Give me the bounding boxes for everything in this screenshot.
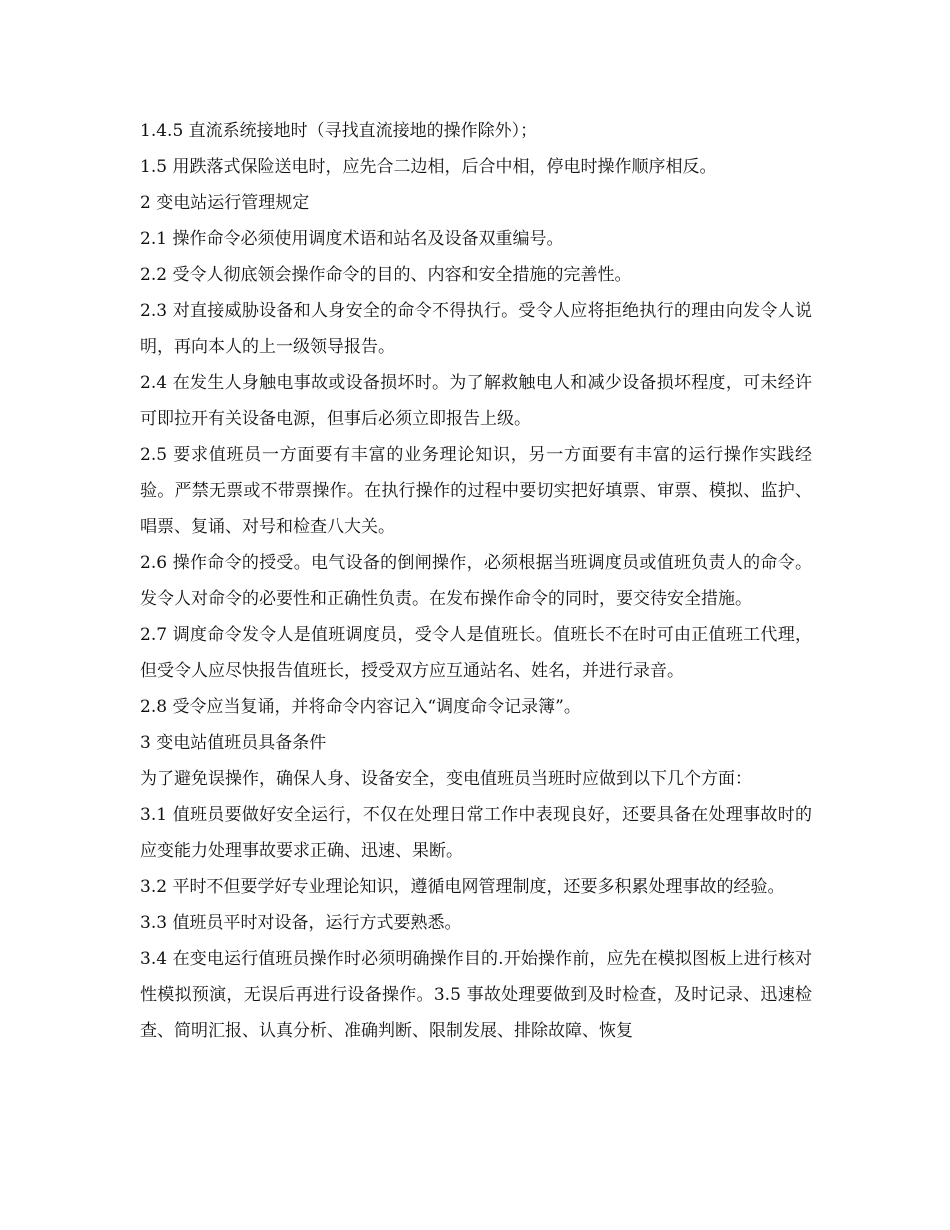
paragraph-1-4-5: 1.4.5 直流系统接地时（寻找直流接地的操作除外）；: [140, 121, 538, 141]
section-heading-2: 2 变电站运行管理规定: [140, 193, 310, 213]
paragraph-2-7: 2.7 调度命令发令人是值班调度员，受令人是值班长。值班长不在时可由正值班工代理，但受令人应尽快报告值班长，授受双方应互通站名、姓名，并进行录音。: [140, 625, 812, 681]
paragraph-3-1: 3.1 值班员要做好安全运行，不仅在处理日常工作中表现良好，还要具备在处理事故时的应变能力处理事故要求正确、迅速、果断。: [140, 805, 812, 861]
paragraph-2-8: 2.8 受令应当复诵，并将命令内容记入“调度命令记录簿”。: [140, 697, 581, 717]
paragraph-3-3: 3.3 值班员平时对设备，运行方式要熟悉。: [140, 913, 462, 933]
section-heading-3: 3 变电站值班员具备条件: [140, 733, 327, 753]
paragraph-2-3: 2.3 对直接威胁设备和人身安全的命令不得执行。受令人应将拒绝执行的理由向发令人说明，再向本人的上一级领导报告。: [140, 301, 812, 357]
paragraph-2-1: 2.1 操作命令必须使用调度术语和站名及设备双重编号。: [140, 229, 564, 249]
paragraph-2-5: 2.5 要求值班员一方面要有丰富的业务理论知识，另一方面要有丰富的运行操作实践经验。严禁无票或不带票操作。在执行操作的过程中要切实把好填票、审票、模拟、监护、唱票、复诵、对号和检查八大关。: [140, 445, 812, 537]
paragraph-1-5: 1.5 用跌落式保险送电时，应先合二边相，后合中相，停电时操作顺序相反。: [140, 157, 717, 177]
paragraph-3-intro: 为了避免误操作，确保人身、设备安全，变电值班员当班时应做到以下几个方面：: [140, 769, 752, 789]
paragraph-2-2: 2.2 受令人彻底领会操作命令的目的、内容和安全措施的完善性。: [140, 265, 632, 285]
document-body: [140, 113, 812, 1049]
paragraph-2-4: 2.4 在发生人身触电事故或设备损坏时。为了解救触电人和减少设备损坏程度，可未经许可即拉开有关设备电源，但事后必须立即报告上级。: [140, 373, 812, 429]
paragraph-3-2: 3.2 平时不但要学好专业理论知识，遵循电网管理制度，还要多积累处理事故的经验。: [140, 877, 785, 897]
paragraph-3-4: 3.4 在变电运行值班员操作时必须明确操作目的.开始操作前，应先在模拟图板上进行核对性模拟预演，无误后再进行设备操作。3.5 事故处理要做到及时检查，及时记录、迅速检查、简明汇报、认真分析、准确判断、限制发展、排除故障、恢复: [140, 949, 812, 1041]
paragraph-2-6: 2.6 操作命令的授受。电气设备的倒闸操作，必须根据当班调度员或值班负责人的命令。发令人对命令的必要性和正确性负责。在发布操作命令的同时，要交待安全措施。: [140, 553, 812, 609]
